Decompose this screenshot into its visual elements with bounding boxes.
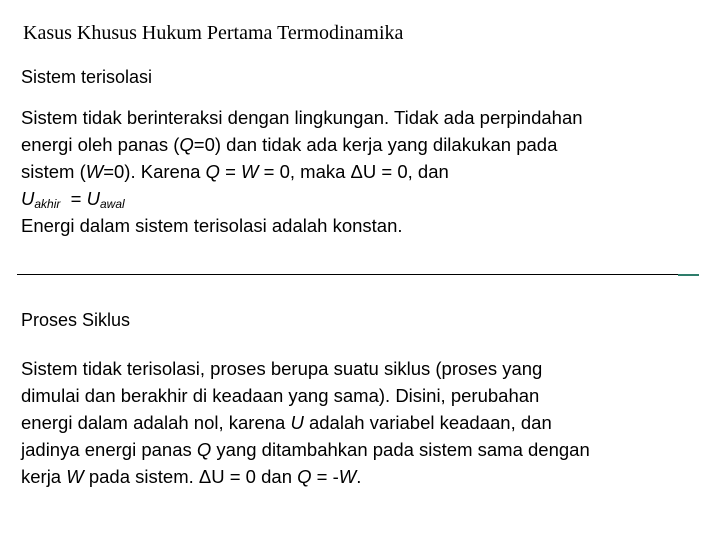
text-run: = — [219, 161, 242, 182]
text-run: energi oleh panas ( — [21, 134, 180, 155]
paragraph-line — [21, 185, 583, 212]
subscript-akhir: akhir — [34, 197, 61, 211]
paragraph-line — [21, 463, 590, 490]
text-run: Sistem tidak berinteraksi dengan lingkungan. Tidak ada perpindahan — [21, 107, 583, 128]
text-run: = - — [311, 466, 339, 487]
text-run: = 0, maka ΔU = 0, dan — [258, 161, 449, 182]
paragraph-line — [21, 355, 590, 382]
divider-accent — [678, 274, 699, 276]
paragraph-line — [21, 409, 590, 436]
section-heading-cycle-process: Proses Siklus — [21, 310, 131, 330]
subscript-awal: awal — [100, 197, 125, 211]
paragraph-isolated-system — [21, 104, 583, 239]
text-run: Energi dalam sistem terisolasi adalah konstan. — [21, 215, 403, 236]
paragraph-line — [21, 104, 583, 131]
paragraph-line — [21, 436, 590, 463]
text-run: jadinya energi panas — [21, 439, 197, 460]
text-run: energi dalam adalah nol, karena — [21, 412, 291, 433]
paragraph-line — [21, 131, 583, 158]
paragraph-cycle-process — [21, 355, 590, 490]
text-run: adalah variabel keadaan, dan — [303, 412, 552, 433]
variable-q: Q — [179, 134, 194, 155]
text-run: =0). Karena — [103, 161, 206, 182]
text-run: =0) dan tidak ada kerja yang dilakukan pada — [193, 134, 558, 155]
paragraph-line — [21, 382, 590, 409]
slide-title: Kasus Khusus Hukum Pertama Termodinamika — [23, 22, 404, 44]
text-run: dimulai dan berakhir di keadaan yang sama). Disini, perubahan — [21, 385, 540, 406]
section-heading-isolated-system: Sistem terisolasi — [21, 67, 153, 87]
variable-u: U — [290, 412, 304, 433]
text-run: pada sistem. ΔU = 0 dan — [83, 466, 298, 487]
paragraph-line — [21, 158, 583, 185]
text-run: Sistem tidak terisolasi, proses berupa suatu siklus (proses yang — [21, 358, 543, 379]
variable-u: U — [21, 188, 35, 209]
text-run: sistem ( — [21, 161, 86, 182]
horizontal-divider — [17, 274, 698, 275]
variable-w: W — [85, 161, 104, 182]
variable-q: Q — [196, 439, 212, 460]
variable-w: W — [66, 466, 84, 487]
text-run: kerja — [21, 466, 67, 487]
variable-w: W — [241, 161, 259, 182]
variable-q: Q — [205, 161, 220, 182]
variable-w: W — [338, 466, 357, 487]
text-run: = — [60, 188, 87, 209]
variable-u: U — [86, 188, 100, 209]
text-run: yang ditambahkan pada sistem sama dengan — [211, 439, 590, 460]
paragraph-line — [21, 212, 583, 239]
text-run: . — [356, 466, 362, 487]
variable-q: Q — [297, 466, 312, 487]
